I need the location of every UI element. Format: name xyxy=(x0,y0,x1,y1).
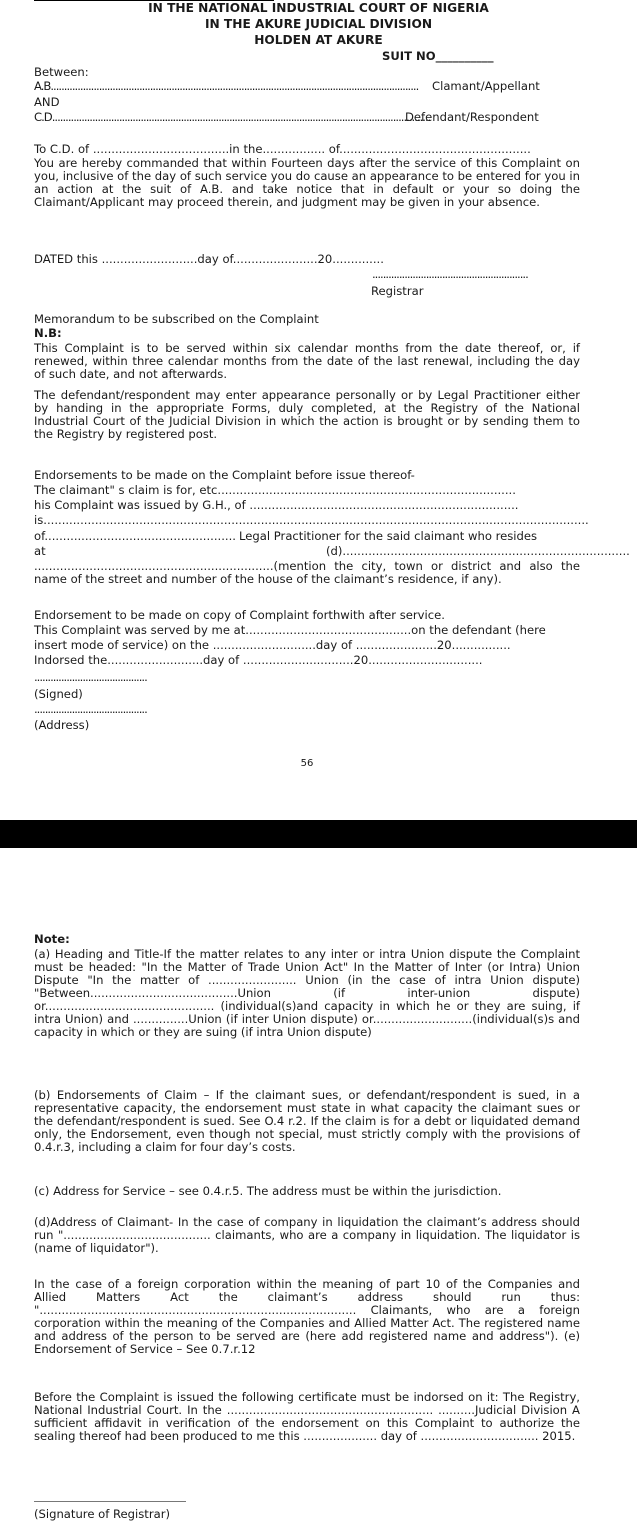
service-heading: Endorsement to be made on copy of Complaint forthwith after service. xyxy=(34,608,445,622)
endorsement-of-line: of.................................................... xyxy=(34,529,236,543)
note-d-paragraph: (d)Address of Claimant- In the case of company in liquidation the claimant’s address should run "........................................ claimants, who are a company in liquidation. The liquidator is (name of liquidator"). xyxy=(34,1215,580,1255)
nb-label: N.B: xyxy=(34,326,62,340)
court-heading-line-1: IN THE NATIONAL INDUSTRIAL COURT OF NIGERIA xyxy=(148,1,489,15)
party-ab-role: Clamant/Appellant xyxy=(432,79,540,93)
service-line-2: insert mode of service) on the ............................day of ......................20................ xyxy=(34,638,511,652)
service-line-1: This Complaint was served by me at.............................................on the defendant (here xyxy=(34,623,546,637)
endorsements-heading: Endorsements to be made on the Complaint before issue thereof- xyxy=(34,468,415,482)
endorsement-is-line: is.................................................................................................................................................... xyxy=(34,513,589,527)
between-label: Between: xyxy=(34,65,89,79)
address-dots: .......................................... xyxy=(34,702,147,716)
to-line: To C.D. of .....................................in the................. of.................................................... xyxy=(34,142,531,156)
endorsement-mention-paragraph: .................................................................(mention the city, town or district and also the name of the street and number of the house of the claimant’s residence, if any). xyxy=(34,559,580,586)
dated-line: DATED this ..........................day of.......................20.............. xyxy=(34,252,384,266)
note-b-paragraph: (b) Endorsements of Claim – If the claimant sues, or defendant/respondent is sued, in a representative capacity, the endorsement must state in what capacity the claimant sues or the defendant/respondent is sued. See O.4 r.2. If the claim is for a debt or liquidated demand only, the Endorsement, even though not special, must strictly comply with the provisions of 0.4.r.3, including a claim for four day’s costs. xyxy=(34,1088,580,1154)
signature-rule xyxy=(34,1501,186,1502)
registrar-signature-label: (Signature of Registrar) xyxy=(34,1507,170,1521)
address-label: (Address) xyxy=(34,718,90,732)
registrar-label: Registrar xyxy=(371,284,424,298)
indorsed-line: Indorsed the..........................day of ..............................20............................... xyxy=(34,653,483,667)
endorsement-claim-line: The claimant" s claim is for, etc................................................................................. xyxy=(34,483,516,497)
party-cd-line: C.D............................................................................................................................................. xyxy=(34,110,431,124)
memorandum-heading: Memorandum to be subscribed on the Complaint xyxy=(34,312,319,326)
foreign-corporation-paragraph: In the case of a foreign corporation within the meaning of part 10 of the Companies and Allied Matters Act the claimant’s address should run thus: "...................................................................................... Claimants, who are a foreign corporation within the meaning of the Companies and Allied Matter Act. The registered name and address of the person to be served are (here add registered name and address"). (e) Endorsement of Service – See 0.7.r.12 xyxy=(34,1277,580,1356)
note-a-paragraph: (a) Heading and Title-If the matter relates to any inter or intra Union dispute the Complaint must be headed: "In the Matter of Trade Union Act" In the Matter of Inter (or Intra) Union Dispute "In the matter of ........................ Union (in the case of intra Union dispute) "Between........................................Union (if inter-union dispute) or.............................................. (individual(s)and capacity in which he or they are suing, if intra Union) and ...............Union (if inter Union dispute) or...........................(individual(s)s and capacity in which or they are suing (if intra Union dispute) xyxy=(34,947,580,1039)
certificate-paragraph: Before the Complaint is issued the following certificate must be indorsed on it: The Registry, National Industrial Court. In the ........................................................ ..........Judicial Division A sufficient affidavit in verification of the endorsement on this Complaint to authorize the sealing thereof had been produced to me this .................... day of ................................ 2015. xyxy=(34,1390,580,1443)
signed-label: (Signed) xyxy=(34,687,83,701)
note-label: Note: xyxy=(34,932,70,946)
court-heading-line-3: HOLDEN AT AKURE xyxy=(254,33,383,47)
document-page-notes xyxy=(0,848,637,1536)
endorsement-practitioner-text: Legal Practitioner for the said claimant who resides xyxy=(239,529,538,543)
and-label: AND xyxy=(34,95,60,109)
endorsement-d-line: (d).............................................................................. xyxy=(326,544,630,558)
endorsement-at-label: at xyxy=(34,544,46,558)
registrar-signature-line: .......................................................... xyxy=(372,267,528,281)
endorsement-issued-line: his Complaint was issued by G.H., of ......................................................................... xyxy=(34,498,519,512)
court-heading-line-2: IN THE AKURE JUDICIAL DIVISION xyxy=(204,17,433,31)
summons-paragraph: You are hereby commanded that within Fourteen days after the service of this Complaint on you, inclusive of the day of such service you do cause an appearance to be entered for you in an action at the suit of A.B. and take notice that in default or your so doing the Claimant/Applicant may proceed therein, and judgment may be given in your absence. xyxy=(34,156,580,209)
suit-number: SUIT NO__________ xyxy=(382,49,494,63)
defendant-paragraph: The defendant/respondent may enter appearance personally or by Legal Practitioner either by handing in the appropriate Forms, duly completed, at the Registry of the National Industrial Court of the Judicial Division in which the action is brought or by sending them to the Registry by registered post. xyxy=(34,388,580,441)
note-c-paragraph: (c) Address for Service – see 0.4.r.5. The address must be within the jurisdiction. xyxy=(34,1184,502,1198)
nb-paragraph: This Complaint is to be served within six calendar months from the date thereof, or, if renewed, within three calendar months from the date of the last renewal, including the day of such date, and not afterwards. xyxy=(34,341,580,381)
party-cd-role: Defendant/Respondent xyxy=(405,110,539,124)
page-number: 56 xyxy=(300,758,314,769)
party-ab-line: A.B......................................................................................................................................... xyxy=(34,79,419,93)
page-separator xyxy=(0,820,637,848)
signed-dots: .......................................... xyxy=(34,670,147,684)
